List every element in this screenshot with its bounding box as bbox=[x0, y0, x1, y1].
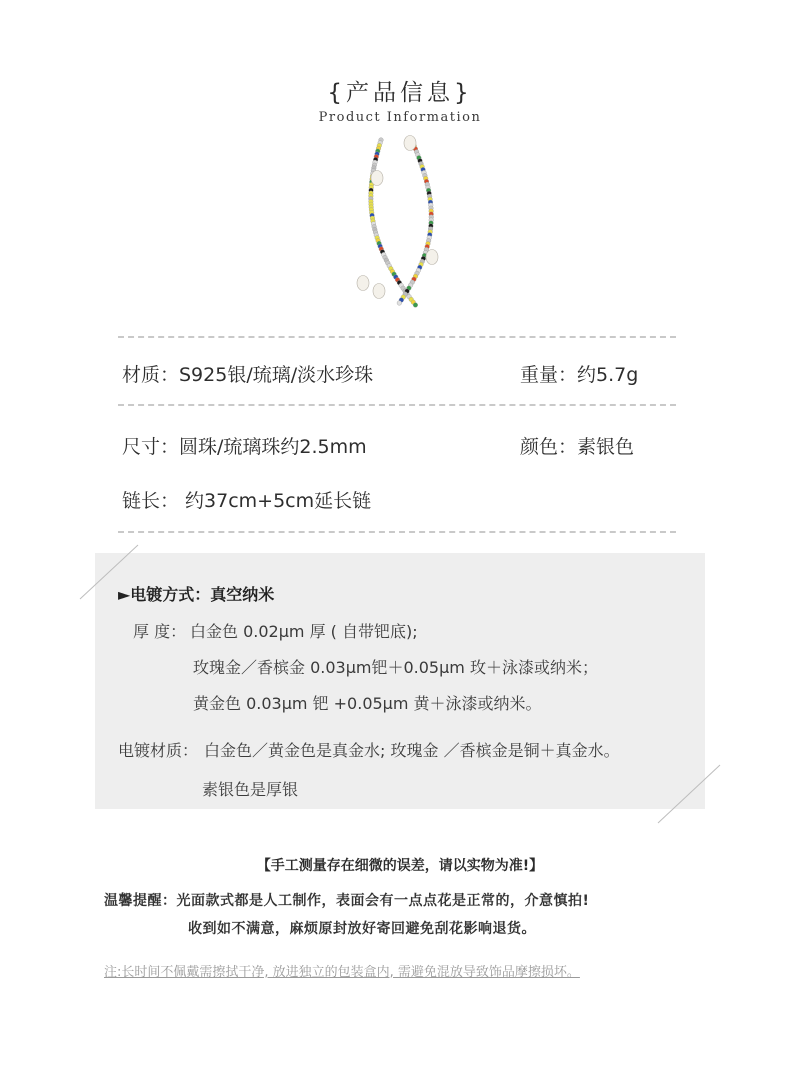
plating-material-label: 电镀材质： bbox=[118, 741, 199, 760]
thickness-line: 黄金色 0.03μm 钯 +0.05μm 黄＋泳漆或纳米。 bbox=[193, 694, 542, 713]
title-chinese: {产品信息} bbox=[327, 80, 473, 106]
thickness-line: 玫瑰金／香槟金 0.03μm钯＋0.05μm 玫＋泳漆或纳米； bbox=[193, 658, 598, 677]
spec-color: 颜色：素银色 bbox=[520, 436, 635, 458]
notice-title: 【手工测量存在细微的误差，请以实物为准!】 bbox=[256, 858, 544, 874]
tip-line: 收到如不满意，麻烦原封放好寄回避免刮花影响退货。 bbox=[188, 921, 536, 937]
thickness-label: 厚 度： bbox=[133, 622, 187, 641]
plating-material-line: 素银色是厚银 bbox=[202, 780, 299, 799]
plating-method: ►电镀方式：真空纳米 bbox=[118, 585, 275, 604]
bead bbox=[397, 301, 402, 306]
pearl bbox=[404, 136, 416, 151]
divider bbox=[118, 404, 676, 406]
divider bbox=[118, 336, 676, 338]
plating-material-line: 白金色／黄金色是真金水; 玫瑰金 ／香槟金是铜＋真金水。 bbox=[204, 741, 620, 760]
pearl bbox=[371, 171, 383, 186]
pearl bbox=[373, 284, 385, 299]
pearl bbox=[426, 250, 438, 265]
pearl bbox=[357, 276, 369, 291]
title-english: Product Information bbox=[318, 110, 482, 125]
spec-weight: 重量：约5.7g bbox=[520, 364, 639, 386]
necklace-beads bbox=[357, 136, 438, 308]
thickness-line: 白金色 0.02μm 厚 ( 自带钯底); bbox=[190, 622, 418, 641]
necklace-photo bbox=[355, 135, 450, 325]
divider bbox=[118, 531, 676, 533]
decorative-corner-line bbox=[656, 763, 722, 825]
bead bbox=[413, 303, 418, 308]
spec-material: 材质：S925银/琉璃/淡水珍珠 bbox=[122, 364, 374, 386]
tip-line: 温馨提醒：光面款式都是人工制作，表面会有一点点花是正常的，介意慎拍! bbox=[104, 893, 590, 909]
spec-chain-length: 链长： 约37cm+5cm延长链 bbox=[122, 490, 372, 512]
care-note: 注:长时间不佩戴需擦拭干净, 放进独立的包装盒内, 需避免混放导致饰品摩擦损坏。 bbox=[104, 965, 580, 980]
spec-size: 尺寸：圆珠/琉璃珠约2.5mm bbox=[122, 436, 367, 458]
